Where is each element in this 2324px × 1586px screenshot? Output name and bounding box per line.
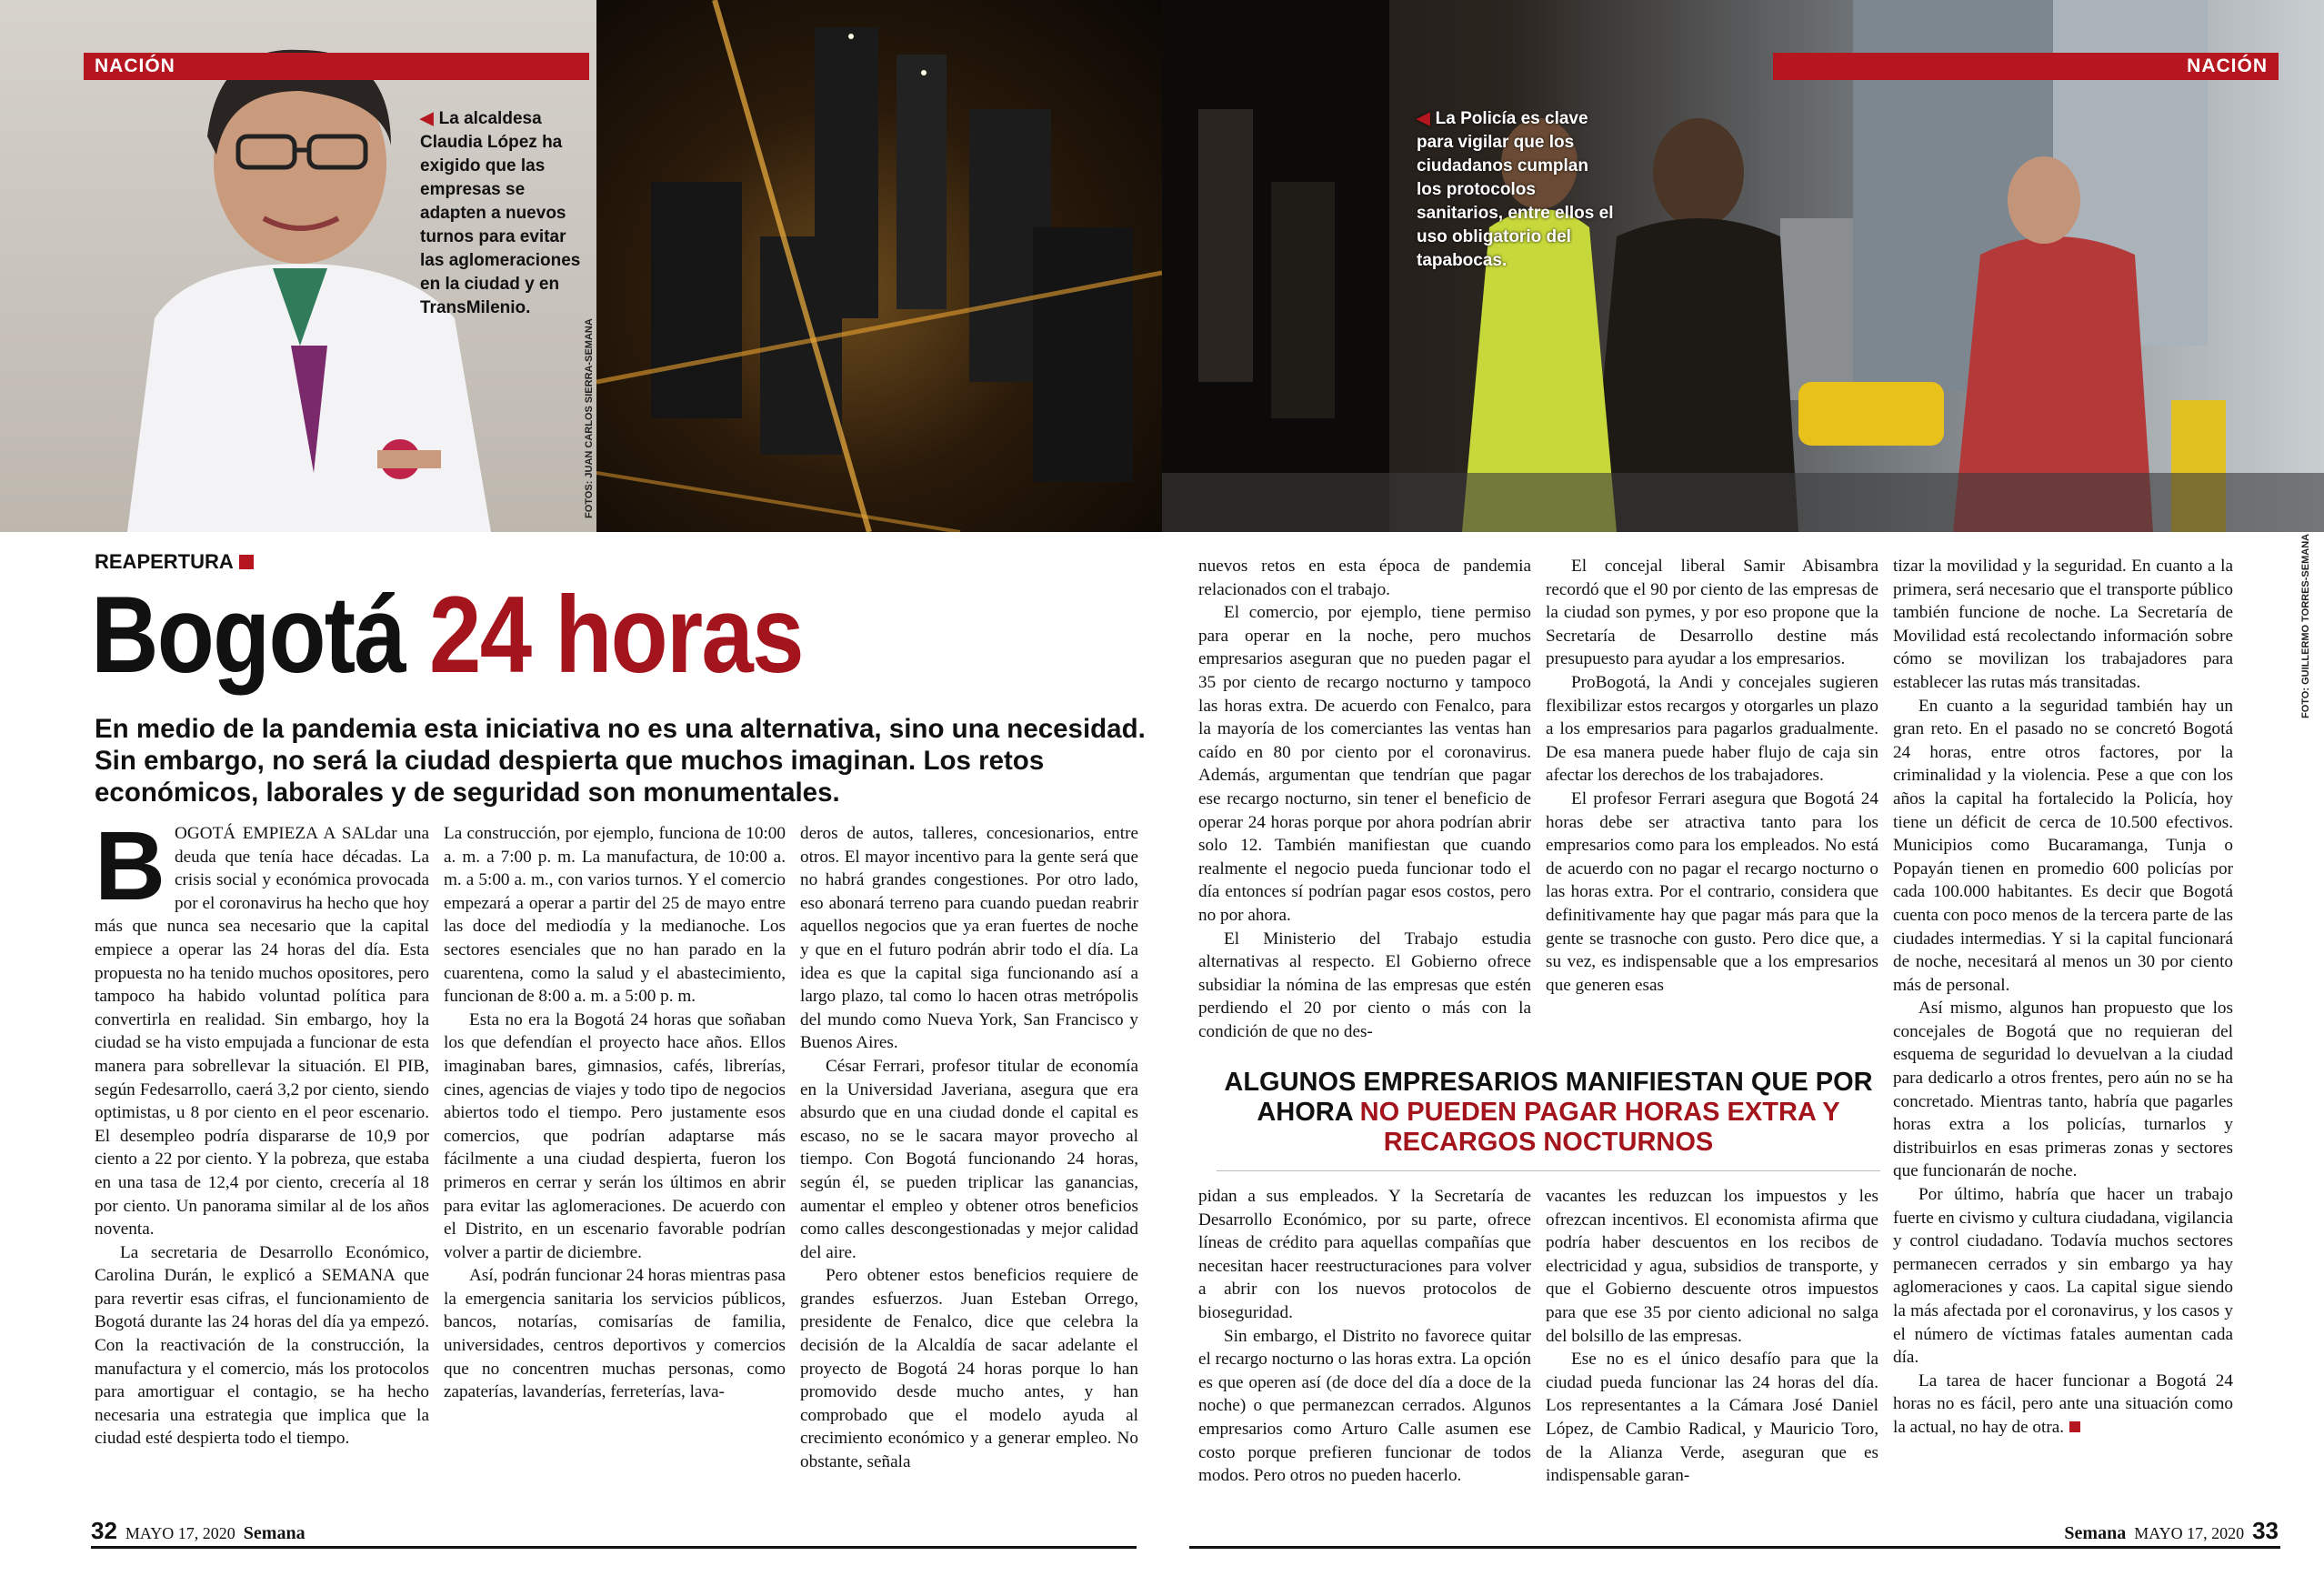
paragraph: ProBogotá, la Andi y concejales sugieren flexibilizar estos recargos y otorgarles un plazo a los empresarios para pagarlos gradualmente. De esa manera puede haber flujo de caja sin afectar los derechos de los trabajadores. bbox=[1546, 672, 1878, 786]
kicker-square-icon bbox=[239, 555, 254, 569]
page-right bbox=[1162, 0, 2324, 1586]
caption-police bbox=[1417, 107, 1617, 273]
page-number-right: 33 bbox=[2252, 1517, 2279, 1544]
paragraph: Así, podrán funcionar 24 horas mientras pasa la emergencia sanitaria los servicios públicos, bancos, notarías, comisarías de familia, universidades, centros deportivos y comercios que no concentren muchas personas, como zapaterías, lavanderías, ferreterías, lava- bbox=[444, 1266, 786, 1402]
paragraph-text: OGOTÁ EMPIEZA A SALdar una deuda que tenía hace décadas. La crisis social y económica provocada por el coronavirus ha hecho que hoy más que nunca sea necesario que la capital empiece a operar las 24 horas del día. Esta propuesta no ha tenido muchos opositores, pero tampoco ha habido voluntad política para convertirla en realidad. Sin embargo, hoy la ciudad se ha visto empujada a funcionar de esta manera para sobrellevar la situación. El PIB, según Fedesarrollo, caerá 3,2 por ciento, siendo optimistas, u 8 por ciento en el peor escenario. El desempleo podría dispararse de 10,9 por ciento a 22 por ciento. Y la pobreza, que estaba en una tasa de 12,4 por ciento, crecería al 18 por ciento. Un panorama similar al de los años noventa. bbox=[95, 824, 429, 1240]
caption-mayor-text: La alcaldesa Claudia López ha exigido que las empresas se adapten a nuevos turnos para evitar las aglomeraciones en la ciudad y en TransMilenio. bbox=[420, 109, 581, 317]
article-column-8 bbox=[1546, 1185, 1878, 1488]
paragraph: La construcción, por ejemplo, funciona de 10:00 a. m. a 7:00 p. m. La manufactura, de 10:00 a. m. a 5:00 a. m., con varios turnos. Y el comercio empezará a operar a partir del 25 de mayo entre las doce del mediodía y la medianoche. Los sectores esenciales que no han parado en la cuarentena, como la salud y el abastecimiento, funcionan de 8:00 a. m. a 5:00 p. m. bbox=[444, 824, 786, 1007]
paragraph: El concejal liberal Samir Abisambra recordó que el 90 por ciento de las empresas de la ciudad son pymes, y por eso propone que la Secretaría de Desarrollo destine más presupuesto para ayudar a los empresarios. bbox=[1546, 557, 1878, 669]
paragraph: vacantes les reduzcan los impuestos y les ofrezcan incentivos. El economista afirma que podría haber descuentos en los recibos de electricidad y agua, subsidios de transporte, y que el Gobierno descuente otros impuestos para que ese 35 por ciento adicional no salga del bolsillo de las empresas. bbox=[1546, 1187, 1878, 1346]
folio-date-right: MAYO 17, 2020 bbox=[2134, 1524, 2245, 1542]
paragraph: En cuanto a la seguridad también hay un gran reto. En el pasado no se concretó Bogotá 24 horas, entre otros factores, por la criminalidad y la violencia. Pese a que con los años la capital ha fortalecido la Policía, hoy tiene un déficit de cerca de 10.500 efectivos. Municipios como Bucaramanga, Tunja o Popayán tienen en promedio 600 policías por cada 100.000 habitantes. Es decir que Bogotá cuenta con poco menos de la tercera parte de las ciudades intermedias. Y si la capital funcionará de noche, necesitará al menos un 30 por ciento más de personal. bbox=[1893, 696, 2233, 995]
caption-arrow-icon: ◀ bbox=[1417, 109, 1430, 128]
paragraph: Sin embargo, el Distrito no favorece quitar el recargo nocturno o las horas extra. La opción es que operen así (de doce del día a doce de la noche) o que permanezcan cerrados. Algunos empresarios como Arturo Calle asumen ese costo porque prefieren funcionar de todos modos. Pero otros no pueden hacerlo. bbox=[1198, 1326, 1531, 1486]
paragraph: Pero obtener estos beneficios requiere de grandes esfuerzos. Juan Esteban Orrego, presidente de Fenalco, dice que celebra la decisión de la Alcaldía de sacar adelante el proyecto de Bogotá 24 horas porque lo han promovido desde mucho antes, y han comprobado que el modelo ayuda al crecimiento económico y a generar empleo. No obstante, señala bbox=[800, 1266, 1138, 1472]
section-tag-right: NACIÓN bbox=[1773, 53, 2279, 80]
paragraph: Ese no es el único desafío para que la ciudad pueda funcionar las 24 horas del día. Los representantes a la Cámara José Daniel López, de Cambio Radical, y Mauricio Toro, de la Alianza Verde, aseguran que es indispensable garan- bbox=[1546, 1350, 1878, 1486]
paragraph: tizar la movilidad y la seguridad. En cuanto a la primera, será necesario que el transporte público también funcione de noche. La Secretaría de Movilidad está recolectando información sobre cómo se movilizan los trabajadores para establecer las rutas más transitadas. bbox=[1893, 557, 2233, 692]
page-number-left: 32 bbox=[91, 1517, 117, 1544]
section-tag-left: NACIÓN bbox=[84, 53, 589, 80]
end-mark-icon bbox=[2069, 1421, 2080, 1432]
article-column-5 bbox=[1546, 555, 1878, 997]
article-column-4 bbox=[1198, 555, 1531, 1043]
headline bbox=[91, 571, 803, 698]
paragraph: Esta no era la Bogotá 24 horas que soñaban los que defendían el proyecto hace años. Ellos imaginaban bares, gimnasios, cafés, librerías, cines, agencias de viajes y todo tipo de negocios abiertos todo el tiempo. Pero justamente esos comercios, que podrían adaptarse más fácilmente a una ciudad despierta, fueron los primeros en cerrar y serán los últimos en abrir para evitar las aglomeraciones. De acuerdo con el Distrito, en un escenario favorable podrían volver a partir de diciembre. bbox=[444, 1009, 786, 1262]
pull-quote-part-2: NO PUEDEN PAGAR HORAS EXTRA Y RECARGOS NOCTURNOS bbox=[1359, 1098, 1840, 1157]
city-night-illustration bbox=[596, 0, 1162, 532]
paragraph: Por último, habría que hacer un trabajo fuerte en civismo y cultura ciudadana, vigilancia y control ciudadano. Todavía muchos sectores permanecen cerrados y sin embargo ya hay aglomeraciones y caos. La capital sigue siendo la más afectada por el coronavirus, y los casos y el número de víctimas fatales aumentan cada día. bbox=[1893, 1185, 2233, 1368]
photo-city-night bbox=[596, 0, 1162, 532]
photo-credit-right: FOTO: GUILLERMO TORRES-SEMANA bbox=[2300, 533, 2311, 718]
photo-police bbox=[1162, 0, 2324, 532]
article-column-3 bbox=[800, 822, 1138, 1474]
paragraph: El profesor Ferrari asegura que Bogotá 24 horas debe ser atractiva tanto para los empresarios como para los empleados. No está de acuerdo con no pagar el recargo nocturno o las horas extra. Por el contrario, considera que definitivamente hay que pagar más para que la gente se trasnoche con gusto. Pero dice que, a su vez, es indispensable que a los empresarios que generen esas bbox=[1546, 788, 1878, 995]
photo-mayor bbox=[0, 0, 596, 532]
bottom-rule-left bbox=[91, 1546, 1137, 1549]
article-column-2 bbox=[444, 822, 786, 1404]
paragraph: César Ferrari, profesor titular de economía en la Universidad Javeriana, asegura que era absurdo que en una ciudad donde el capital es escaso, no se le sacara mayor provecho al tiempo. Con Bogotá funcionando 24 horas, según él, se pueden triplicar las ganancias, aumentar el empleo y obtener otros beneficios como calles descongestionadas y mejor calidad del aire. bbox=[800, 1056, 1138, 1262]
paragraph bbox=[1893, 1370, 2233, 1440]
magazine-name-right: Semana bbox=[2064, 1523, 2127, 1543]
article-column-7 bbox=[1198, 1185, 1531, 1488]
headline-part-1: Bogotá bbox=[91, 574, 406, 696]
folio-right bbox=[2064, 1517, 2279, 1545]
bottom-rule-right bbox=[1189, 1546, 2280, 1549]
paragraph: nuevos retos en esta época de pandemia relacionados con el trabajo. bbox=[1198, 557, 1531, 599]
paragraph: La secretaria de Desarrollo Económico, Carolina Durán, le explicó a SEMANA que para revertir esas cifras, el funcionamiento de Bogotá durante las 24 horas del día ya empezó. Con la reactivación de la construcción, la manufactura y el comercio, más los protocolos para amortiguar el contagio, se ha hecho necesaria una estrategia que implica que la ciudad esté despierta todo el tiempo. bbox=[95, 1242, 429, 1449]
dek: En medio de la pandemia esta iniciativa no es una alternativa, sino una necesidad. Sin embargo, no será la ciudad despierta que muchos imaginan. Los retos económicos, laborales y de seguridad son monumentales. bbox=[95, 714, 1146, 808]
caption-arrow-icon: ◀ bbox=[420, 109, 434, 128]
caption-police-text: La Policía es clave para vigilar que los ciudadanos cumplan los protocolos sanitarios, entre ellos el uso obligatorio del tapabocas. bbox=[1417, 109, 1614, 270]
pull-quote bbox=[1217, 1068, 1880, 1171]
dropcap: B bbox=[95, 810, 165, 920]
caption-mayor bbox=[420, 107, 593, 320]
kicker-text: REAPERTURA bbox=[95, 550, 234, 573]
paragraph: El Ministerio del Trabajo estudia alternativas al respecto. El Gobierno ofrece subsidiar la nómina de las empresas que estén perdiendo el 20 por ciento o más con la condición de que no des- bbox=[1198, 929, 1531, 1041]
pull-quote-part-1: ALGUNOS EMPRESARIOS MANIFIESTAN QUE POR AHORA bbox=[1224, 1068, 1873, 1127]
paragraph: pidan a sus empleados. Y la Secretaría de Desarrollo Económico, por su parte, ofrece líneas de crédito para aquellas compañías que necesitan hacer reestructuraciones para volver a abrir con los nuevos protocolos de bioseguridad. bbox=[1198, 1187, 1531, 1322]
headline-part-2: 24 horas bbox=[429, 574, 803, 696]
folio-date-left: MAYO 17, 2020 bbox=[125, 1524, 235, 1542]
article-column-6 bbox=[1893, 555, 2233, 1440]
article-column-1 bbox=[95, 810, 429, 1450]
paragraph bbox=[95, 810, 429, 1241]
photo-credit-left: FOTOS: JUAN CARLOS SIERRA-SEMANA bbox=[584, 318, 595, 518]
paragraph: Así mismo, algunos han propuesto que los concejales de Bogotá que no requieran del esquema de seguridad lo devuelvan a la ciudad para dedicarlo a otros frentes, pero aún no se ha concretado. Mientras tanto, habría que pagarles horas extra a los policías, turnarlos y distribuirlos en esas primeras zonas y sectores que funcionarán de noche. bbox=[1893, 999, 2233, 1181]
paragraph: deros de autos, talleres, concesionarios, entre otros. El mayor incentivo para la gente será que no habrá grandes congestiones. Por otro lado, eso abonará terreno para cuando puedan reabrir aquellos negocios que ya eran fuertes de noche y que en el futuro podrán abrir todo el día. La idea es que la capital siga funcionando así a largo plazo, tal como lo hacen otras metrópolis del mundo como Nueva York, San Francisco y Buenos Aires. bbox=[800, 824, 1138, 1053]
paragraph: El comercio, por ejemplo, tiene permiso para operar en la noche, pero muchos empresarios aseguran que no pueden pagar el 35 por ciento de recargo nocturno y tampoco las horas extra. De acuerdo con Fenalco, para la mayoría de los comerciantes las ventas han caído en 80 por ciento por el coronavirus. Además, argumentan que tendrían que pagar ese recargo nocturno, sin tener el beneficio de operar 24 horas porque por ahora podrían abrir solo 12. También manifiestan que cuando realmente el negocio pueda funcionar todo el día entonces sí podrían pagar esos costos, pero no por ahora. bbox=[1198, 603, 1531, 925]
folio-left bbox=[91, 1517, 306, 1545]
magazine-name-left: Semana bbox=[243, 1523, 306, 1543]
paragraph-text: La tarea de hacer funcionar a Bogotá 24 horas no es fácil, pero ante una situación como la actual, no hay de otra. bbox=[1893, 1370, 2233, 1437]
